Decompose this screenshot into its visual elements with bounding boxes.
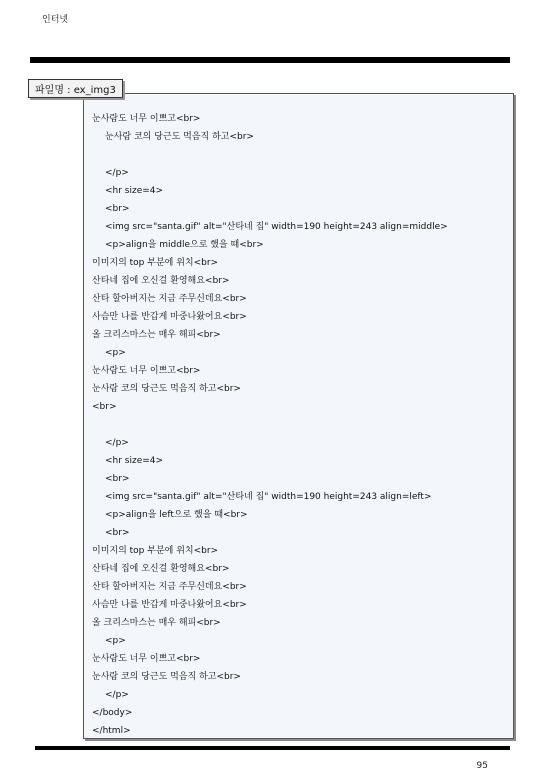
code-line: 올 크리스마스는 매우 해피<br> bbox=[92, 618, 221, 628]
code-line: <hr size=4> bbox=[105, 456, 164, 466]
code-line: 사슴만 나를 반갑게 마중나왔어요<br> bbox=[92, 600, 247, 610]
code-line: <br> bbox=[105, 528, 130, 538]
code-line: 사슴만 나를 반갑게 마중나왔어요<br> bbox=[92, 312, 247, 322]
code-line: <br> bbox=[105, 204, 130, 214]
bottom-divider bbox=[35, 746, 510, 750]
code-line: 산타네 집에 오신걸 환영해요<br> bbox=[92, 564, 230, 574]
code-line: <p> bbox=[105, 348, 126, 358]
code-line: 눈사람도 너무 이쁘고<br> bbox=[92, 366, 201, 376]
code-lines bbox=[84, 110, 513, 740]
top-divider bbox=[30, 57, 510, 63]
code-line: 이미지의 top 부분에 위치<br> bbox=[92, 258, 219, 268]
code-line: 눈사람 코의 당근도 먹음직 하고<br> bbox=[105, 132, 254, 142]
code-line: <img src="santa.gif" alt="산타네 집" width=190 height=243 align=left> bbox=[105, 492, 432, 502]
code-line: <br> bbox=[105, 474, 130, 484]
code-line: <p> bbox=[105, 636, 126, 646]
code-line: 눈사람 코의 당근도 먹음직 하고<br> bbox=[92, 384, 241, 394]
code-line: <br> bbox=[92, 402, 117, 412]
code-listing-box bbox=[83, 93, 514, 739]
code-line: <p>align을 middle으로 했을 때<br> bbox=[105, 240, 264, 250]
code-line: </p> bbox=[105, 690, 129, 700]
code-line: 산타 할아버지는 지금 주무신데요<br> bbox=[92, 582, 247, 592]
code-line: 눈사람도 너무 이쁘고<br> bbox=[92, 114, 201, 124]
code-line: 눈사람 코의 당근도 먹음직 하고<br> bbox=[92, 672, 241, 682]
code-line: </html> bbox=[92, 726, 131, 736]
page-header-title: 인터넷 bbox=[42, 15, 69, 25]
filename-label: 파일명 : ex_img3 bbox=[28, 79, 123, 98]
code-line bbox=[84, 416, 513, 434]
code-line: </p> bbox=[105, 438, 129, 448]
code-line: 산타 할아버지는 지금 주무신데요<br> bbox=[92, 294, 247, 304]
code-line: <img src="santa.gif" alt="산타네 집" width=190 height=243 align=middle> bbox=[105, 222, 448, 232]
page-number: 95 bbox=[476, 761, 488, 771]
code-line bbox=[84, 146, 513, 164]
code-line: 눈사람도 너무 이쁘고<br> bbox=[92, 654, 201, 664]
code-line: <p>align을 left으로 했을 때<br> bbox=[105, 510, 248, 520]
code-line: <hr size=4> bbox=[105, 186, 164, 196]
code-line: </p> bbox=[105, 168, 129, 178]
code-line: 올 크리스마스는 매우 해피<br> bbox=[92, 330, 221, 340]
code-line: </body> bbox=[92, 708, 133, 718]
code-line: 산타네 집에 오신걸 환영해요<br> bbox=[92, 276, 230, 286]
code-line: 이미지의 top 부분에 위치<br> bbox=[92, 546, 219, 556]
